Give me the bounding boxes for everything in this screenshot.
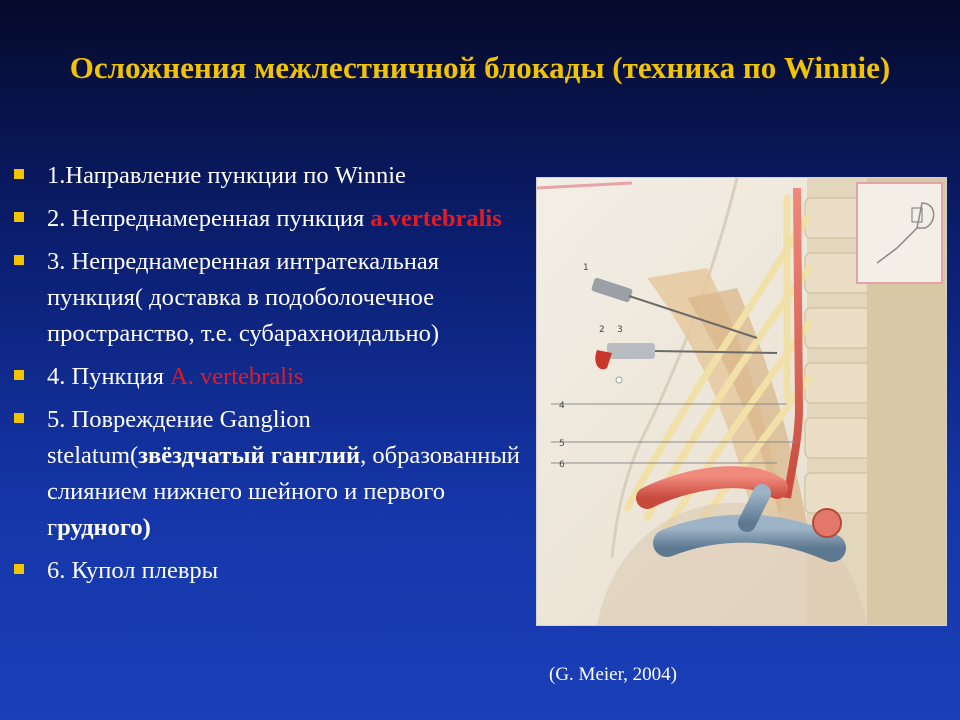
slide-title: Осложнения межлестничной блокады (техника по Winnie) [69, 50, 891, 85]
bullet-text-segment: , образованный слиянием нижнего шейного и первого г [47, 442, 520, 541]
bullet-text-segment: 2. Непреднамеренная пункция [47, 205, 371, 232]
bullet-text-segment: 5. Повреждение Ganglion stelatum( [47, 406, 311, 469]
bullet-text-segment: 1.Направление пункции по Winnie [47, 162, 406, 189]
anatomy-illustration [537, 178, 946, 625]
figure-label-3: 3 [617, 325, 623, 335]
bullet-item [12, 402, 532, 546]
bullet-text-segment: 4. Пункция [47, 363, 171, 390]
bullet-item [12, 553, 532, 589]
figure-label-2: 2 [599, 325, 605, 335]
bullet-item [12, 158, 532, 194]
patient-position-inset [857, 183, 942, 283]
bullet-square-icon [14, 255, 24, 265]
bullet-text-segment: звёздчатый ганглий [138, 442, 361, 469]
bullet-text-segment: a.vertebralis [370, 205, 502, 232]
figure-label-4: 4 [559, 401, 565, 411]
bullet-text-segment: A. vertebralis [170, 363, 304, 390]
anatomy-drawing [537, 178, 946, 625]
figure-label-6: 6 [559, 460, 565, 470]
bullet-square-icon [14, 413, 24, 423]
artery-cross-section [813, 509, 841, 537]
bullet-item [12, 201, 532, 237]
bullet-text-segment: рудного) [57, 514, 151, 541]
bullet-item [12, 244, 532, 352]
figure-label-5: 5 [559, 439, 565, 449]
bullet-square-icon [14, 169, 24, 179]
bullet-list [12, 158, 532, 596]
bullet-item [12, 359, 532, 395]
bullet-text-segment: 6. Купол плевры [47, 557, 219, 584]
bullet-square-icon [14, 212, 24, 222]
figure-credit: (G. Meier, 2004) [549, 664, 677, 685]
bullet-square-icon [14, 564, 24, 574]
bullet-square-icon [14, 370, 24, 380]
figure-label-1: 1 [583, 263, 589, 273]
bullet-text-segment: 3. Непреднамеренная интратекальная пункция( доставка в подоболочечное пространство, т.е. субарахноидально) [47, 248, 440, 347]
